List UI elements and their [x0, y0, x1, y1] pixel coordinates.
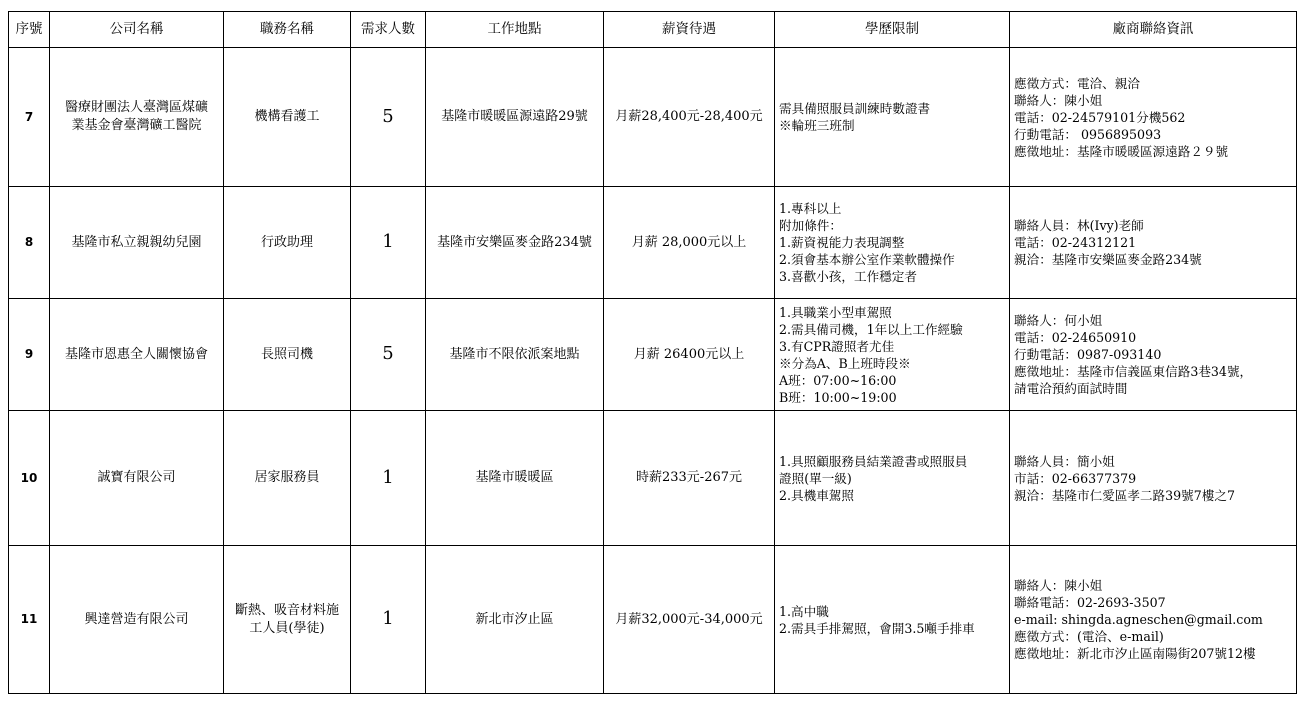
requirement-line: 1.具職業小型車駕照 [779, 304, 892, 320]
company-line: 基隆市恩惠全人關懷協會 [64, 346, 208, 362]
count-cell: 1 [351, 411, 426, 546]
position-cell [224, 48, 351, 187]
seq-cell: 11 [9, 546, 50, 694]
salary-cell: 時薪233元-267元 [604, 411, 775, 546]
header-salary: 薪資待遇 [604, 12, 775, 48]
table-row [9, 48, 1297, 187]
contact-line: 聯絡人員：簡小姐 [1014, 453, 1115, 469]
requirement-line: 2.須會基本辦公室作業軟體操作 [779, 252, 955, 267]
header-position: 職務名稱 [224, 12, 351, 48]
contact-line: 聯絡人：陳小姐 [1014, 92, 1103, 108]
company-cell [50, 546, 224, 694]
header-location: 工作地點 [426, 12, 604, 48]
header-count: 需求人數 [351, 12, 426, 48]
contact-cell [1010, 48, 1297, 187]
requirement-line: 1.具照顧服務員結業證書或照服員 [779, 453, 968, 469]
position-line: 斷熱、吸音材料施 [234, 602, 339, 618]
header-company: 公司名稱 [50, 12, 224, 48]
seq-cell: 7 [9, 48, 50, 187]
requirement-line: 1.高中職 [779, 603, 829, 619]
header-contact: 廠商聯絡資訊 [1010, 12, 1297, 48]
location-cell: 基隆市安樂區麥金路234號 [426, 187, 604, 299]
contact-line: 市話：02-66377379 [1014, 470, 1137, 486]
requirement-line: 1.專科以上 [779, 201, 842, 216]
company-cell [50, 299, 224, 411]
requirement-line: 3.有CPR證照者尤佳 [779, 338, 895, 354]
salary-cell: 月薪32,000元-34,000元 [604, 546, 775, 694]
requirement-line: 證照(單一級) [779, 470, 852, 486]
position-cell [224, 187, 351, 299]
position-line: 居家服務員 [254, 470, 320, 486]
company-cell [50, 187, 224, 299]
table-row [9, 411, 1297, 546]
requirement-line: 3.喜歡小孩，工作穩定者 [779, 269, 917, 284]
contact-line: 應徵方式：電洽、親洽 [1014, 75, 1140, 91]
contact-line: 聯絡人員：林(Ivy)老師 [1014, 218, 1144, 233]
contact-line: 聯絡電話：02-2693-3507 [1014, 595, 1166, 610]
count-cell: 5 [351, 299, 426, 411]
requirements-cell [775, 546, 1010, 694]
contact-line: 應徵地址：新北市汐止區南陽街207號12樓 [1014, 646, 1256, 661]
table-row [9, 187, 1297, 299]
header-row [9, 12, 1297, 48]
job-listing-table [8, 11, 1297, 694]
seq-cell: 10 [9, 411, 50, 546]
contact-line: 親洽：基隆市仁愛區孝二路39號7樓之7 [1014, 487, 1235, 503]
header-requirements: 學歷限制 [775, 12, 1010, 48]
position-line: 行政助理 [260, 234, 313, 250]
requirement-line: 需具備照服員訓練時數證書 [779, 101, 931, 116]
seq-cell: 8 [9, 187, 50, 299]
seq-cell: 9 [9, 299, 50, 411]
contact-line: e-mail: shingda.agneschen@gmail.com [1014, 612, 1263, 627]
company-line: 興達營造有限公司 [84, 611, 189, 627]
contact-line: 電話：02-24579101分機562 [1014, 109, 1186, 125]
contact-cell [1010, 299, 1297, 411]
position-cell [224, 546, 351, 694]
count-cell: 1 [351, 546, 426, 694]
requirement-line: 2.需具備司機，1年以上工作經驗 [779, 321, 963, 337]
requirement-line: 2.需具手排駕照，會開3.5噸手排車 [779, 620, 975, 636]
position-line: 長照司機 [260, 346, 313, 362]
salary-cell: 月薪28,400元-28,400元 [604, 48, 775, 187]
requirement-line: A班：07:00~16:00 [779, 372, 897, 388]
header-seq: 序號 [9, 12, 50, 48]
position-cell [224, 299, 351, 411]
requirement-line: B班：10:00~19:00 [779, 389, 897, 405]
company-line: 誠寶有限公司 [97, 470, 176, 486]
location-cell: 基隆市暖暖區 [426, 411, 604, 546]
requirements-cell [775, 48, 1010, 187]
salary-cell: 月薪 28,000元以上 [604, 187, 775, 299]
company-cell [50, 411, 224, 546]
contact-line: 電話：02-24650910 [1014, 330, 1137, 345]
location-cell: 基隆市不限依派案地點 [426, 299, 604, 411]
requirements-cell [775, 299, 1010, 411]
count-cell: 1 [351, 187, 426, 299]
requirement-line: 2.具機車駕照 [779, 487, 854, 503]
position-line: 機構看護工 [254, 109, 320, 125]
requirement-line: ※分為A、B上班時段※ [779, 355, 911, 371]
contact-cell [1010, 187, 1297, 299]
company-line: 業基金會臺灣礦工醫院 [71, 118, 202, 133]
contact-cell [1010, 546, 1297, 694]
contact-line: 親洽：基隆市安樂區麥金路234號 [1014, 252, 1202, 267]
location-cell: 新北市汐止區 [426, 546, 604, 694]
contact-line: 應徵地址：基隆市暖暖區源遠路２９號 [1014, 143, 1229, 159]
contact-cell [1010, 411, 1297, 546]
position-cell [224, 411, 351, 546]
contact-line: 聯絡人：陳小姐 [1014, 578, 1103, 593]
requirements-cell [775, 187, 1010, 299]
company-line: 醫療財團法人臺灣區煤礦 [64, 100, 208, 116]
contact-line: 行動電話：0987-093140 [1014, 347, 1162, 362]
location-cell: 基隆市暖暖區源遠路29號 [426, 48, 604, 187]
contact-line: 電話：02-24312121 [1014, 235, 1137, 250]
requirement-line: 附加條件： [779, 218, 842, 233]
contact-line: 行動電話： 0956895093 [1014, 126, 1162, 142]
requirement-line: 1.薪資視能力表現調整 [779, 235, 905, 250]
table-row [9, 299, 1297, 411]
requirements-cell [775, 411, 1010, 546]
company-line: 基隆市私立親親幼兒園 [71, 234, 202, 250]
contact-line: 聯絡人：何小姐 [1014, 313, 1103, 328]
company-cell [50, 48, 224, 187]
table-row [9, 546, 1297, 694]
contact-line: 應徵方式：(電洽、e-mail) [1014, 629, 1164, 644]
count-cell: 5 [351, 48, 426, 187]
contact-line: 應徵地址：基隆市信義區東信路3巷34號， [1014, 364, 1253, 379]
position-line: 工人員(學徒) [249, 620, 325, 636]
requirement-line: ※輪班三班制 [779, 118, 855, 133]
contact-line: 請電洽預約面試時間 [1014, 381, 1128, 396]
salary-cell: 月薪 26400元以上 [604, 299, 775, 411]
